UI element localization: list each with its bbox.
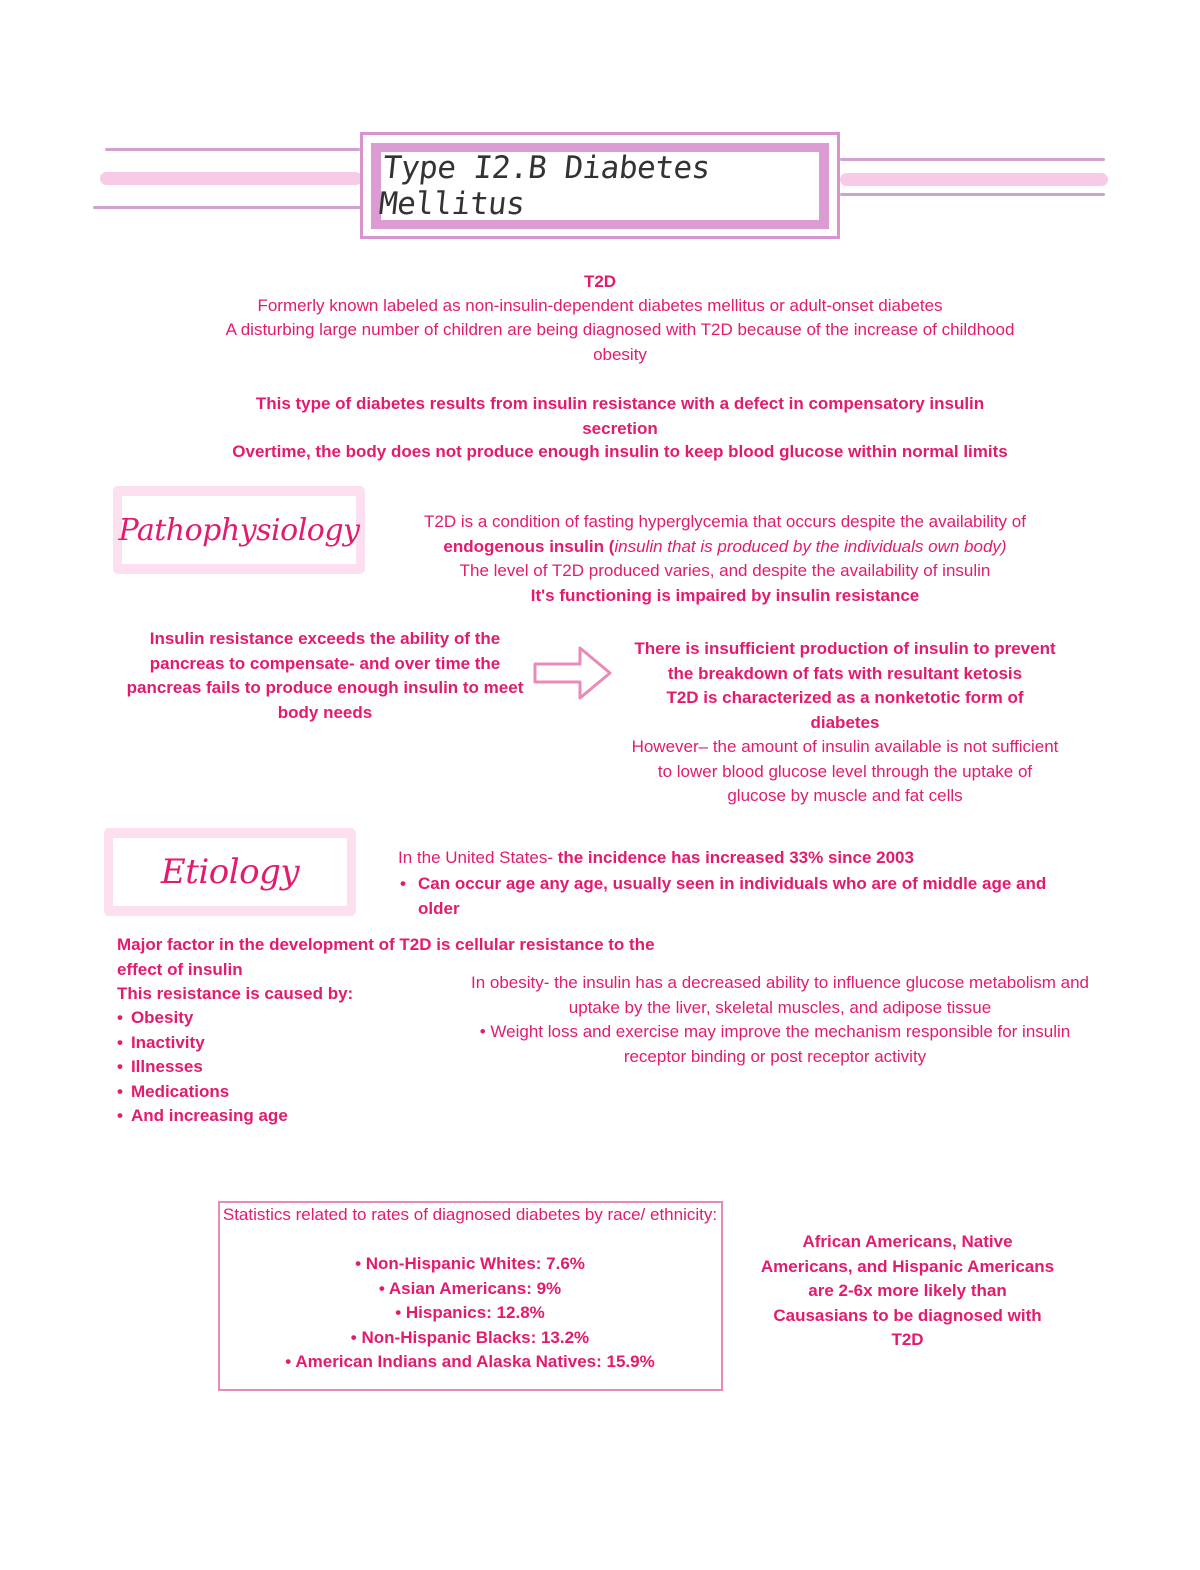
- header-line-top-right: [840, 158, 1105, 161]
- etiology-obesity-bullet: • Weight loss and exercise may improve the mechanism responsible for insulin receptor binding or post receptor activity: [479, 1022, 1071, 1066]
- list-item: • Medications: [117, 1080, 417, 1105]
- etiology-obesity-text: In obesity- the insulin has a decreased ability to influence glucose metabolism and uptake by the liver, skeletal muscles, and adipose tissue: [470, 973, 1090, 1017]
- statistics-side-note: African Americans, Native Americans, and Hispanic Americans are 2-6x more likely than Causasians to be diagnosed with T2D: [760, 1232, 1055, 1349]
- title-frame: [360, 132, 840, 239]
- patho-line-3: The level of T2D produced varies, and despite the availability of insulin: [459, 561, 991, 580]
- etiology-caused-by: This resistance is caused by:: [117, 984, 354, 1003]
- etiology-title: Etiology: [160, 852, 300, 892]
- etiology-age-bullet: • Can occur age any age, usually seen in individuals who are of middle age and older: [400, 872, 1070, 921]
- list-item: • Inactivity: [117, 1031, 417, 1056]
- list-item: • Obesity: [117, 1006, 417, 1031]
- patho-line-2: [380, 535, 1070, 560]
- etiology-causes-list: [117, 1006, 417, 1129]
- intro-line-1: Formerly known labeled as non-insulin-dependent diabetes mellitus or adult-onset diabetes: [257, 296, 943, 315]
- title-panel: [377, 150, 819, 222]
- list-item: • And increasing age: [117, 1104, 417, 1129]
- pathophysiology-label-panel: [118, 496, 360, 564]
- patho-right-bold-2: T2D is characterized as a nonketotic form of diabetes: [666, 688, 1024, 732]
- patho-endogenous: endogenous insulin (: [443, 536, 615, 556]
- header-band-right: [840, 173, 1108, 186]
- list-item: • Hispanics: 12.8%: [395, 1303, 545, 1322]
- patho-right-bold-1: There is insufficient production of insulin to prevent the breakdown of fats with resultant ketosis: [634, 639, 1056, 683]
- statistics-heading: Statistics related to rates of diagnosed diabetes by race/ ethnicity:: [222, 1205, 718, 1224]
- intro-heading: T2D: [583, 272, 617, 291]
- page-title: Type I2.B Diabetes Mellitus: [377, 150, 712, 222]
- header-line-bottom-right: [840, 193, 1105, 196]
- list-item: • Non-Hispanic Blacks: 13.2%: [350, 1327, 590, 1347]
- list-item: • Asian Americans: 9%: [378, 1278, 562, 1298]
- intro-bold-2: Overtime, the body does not produce enough insulin to keep blood glucose within normal limits: [232, 442, 1008, 461]
- patho-right-normal: However– the amount of insulin available is not sufficient to lower blood glucose level through the uptake of glucose by muscle and fat cells: [631, 737, 1059, 805]
- patho-endogenous-def: insulin that is produced by the individuals own body): [614, 536, 1007, 556]
- pathophysiology-title: Pathophysiology: [118, 512, 360, 548]
- list-item: • Non-Hispanic Whites: 7.6%: [355, 1254, 585, 1273]
- statistics-box: [218, 1201, 723, 1391]
- intro-bold-1: This type of diabetes results from insulin resistance with a defect in compensatory insulin secretion: [255, 394, 985, 438]
- patho-line-4: It's functioning is impaired by insulin resistance: [530, 585, 920, 605]
- etiology-us-stat: the incidence has increased 33% since 2003: [552, 848, 914, 867]
- title-frame-inner: [371, 143, 829, 229]
- bullet-icon: •: [400, 874, 406, 893]
- etiology-major-factor: Major factor in the development of T2D is cellular resistance to the effect of insulin: [117, 935, 655, 979]
- etiology-us: [398, 846, 1078, 871]
- header-line-bottom-left: [93, 206, 361, 209]
- bullet-icon: •: [479, 1022, 491, 1041]
- etiology-us-prefix: In the United States-: [398, 848, 553, 867]
- right-arrow-icon: [530, 642, 615, 704]
- list-item: • American Indians and Alaska Natives: 15.9%: [285, 1352, 655, 1371]
- header-line-top-left: [105, 148, 360, 151]
- etiology-label-box: [104, 828, 356, 916]
- patho-left-block: Insulin resistance exceeds the ability of the pancreas to compensate- and over time the pancreas fails to produce enough insulin to meet body needs: [126, 629, 524, 722]
- header-band-left: [100, 172, 362, 185]
- patho-right-block: [630, 637, 1060, 809]
- patho-line-1: T2D is a condition of fasting hyperglycemia that occurs despite the availability of: [424, 512, 1026, 531]
- statistics-list: [220, 1252, 720, 1375]
- pathophysiology-label-box: [113, 486, 365, 574]
- patho-paragraph: [380, 510, 1070, 608]
- intro-line-2: A disturbing large number of children are being diagnosed with T2D because of the increase of childhood obesity: [225, 320, 1015, 364]
- list-item: • Illnesses: [117, 1055, 417, 1080]
- etiology-label-panel: [113, 838, 347, 906]
